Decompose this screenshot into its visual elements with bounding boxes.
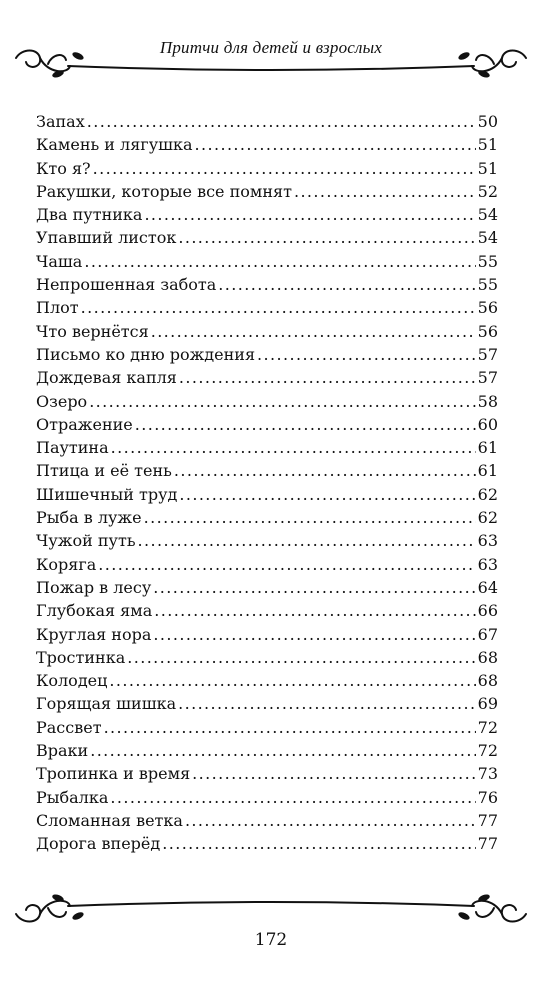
toc-entry bbox=[36, 110, 498, 133]
toc-entry-page: 77 bbox=[477, 834, 498, 854]
toc-entry-page: 61 bbox=[477, 461, 498, 481]
toc-entry-title: Шишечный труд bbox=[36, 484, 178, 504]
toc-entry bbox=[36, 809, 498, 832]
toc-entry-title: Рассвет bbox=[36, 717, 102, 737]
toc-entry bbox=[36, 390, 498, 413]
toc-entry-page: 51 bbox=[477, 158, 498, 178]
toc-entry-page: 56 bbox=[477, 298, 498, 318]
toc-dot-leader bbox=[179, 483, 475, 506]
toc-entry-title: Паутина bbox=[36, 438, 109, 458]
toc-dot-leader bbox=[135, 413, 476, 436]
toc-dot-leader bbox=[110, 786, 475, 809]
toc-entry-page: 62 bbox=[477, 484, 498, 504]
toc-entry-title: Озеро bbox=[36, 391, 88, 411]
toc-entry-title: Дорога вперёд bbox=[36, 834, 161, 854]
toc-entry bbox=[36, 483, 498, 506]
toc-entry-page: 68 bbox=[477, 671, 498, 691]
toc-entry-title: Коряга bbox=[36, 554, 97, 574]
toc-dot-leader bbox=[151, 320, 476, 343]
toc-entry bbox=[36, 157, 498, 180]
toc-entry-page: 58 bbox=[477, 391, 498, 411]
toc-dot-leader bbox=[144, 203, 475, 226]
toc-entry-page: 61 bbox=[477, 438, 498, 458]
toc-entry-page: 69 bbox=[477, 694, 498, 714]
toc-entry-title: Рыба в луже bbox=[36, 508, 142, 528]
toc-entry-title: Круглая нора bbox=[36, 624, 152, 644]
toc-entry-title: Два путника bbox=[36, 205, 143, 225]
toc-entry bbox=[36, 320, 498, 343]
toc-entry bbox=[36, 762, 498, 785]
toc-dot-leader bbox=[109, 669, 475, 692]
toc-dot-leader bbox=[144, 506, 476, 529]
page-number: 172 bbox=[254, 930, 288, 950]
toc-entry bbox=[36, 226, 498, 249]
bottom-flourish-ornament bbox=[8, 888, 534, 928]
toc-entry-page: 76 bbox=[477, 787, 498, 807]
toc-dot-leader bbox=[93, 157, 476, 180]
toc-entry bbox=[36, 576, 498, 599]
toc-entry-title: Что вернётся bbox=[36, 321, 149, 341]
toc-dot-leader bbox=[81, 296, 476, 319]
toc-entry-title: Чаша bbox=[36, 251, 83, 271]
toc-entry-title: Рыбалка bbox=[36, 787, 109, 807]
toc-entry bbox=[36, 413, 498, 436]
toc-entry-title: Ракушки, которые все помнят bbox=[36, 181, 292, 201]
toc-entry-title: Письмо ко дню рождения bbox=[36, 344, 256, 364]
toc-entry-page: 54 bbox=[477, 228, 498, 248]
toc-entry-page: 77 bbox=[477, 810, 498, 830]
toc-entry bbox=[36, 786, 498, 809]
toc-entry bbox=[36, 459, 498, 482]
toc-dot-leader bbox=[154, 599, 475, 622]
toc-entry bbox=[36, 739, 498, 762]
toc-entry-title: Тростинка bbox=[36, 647, 126, 667]
toc-entry-page: 52 bbox=[477, 181, 498, 201]
toc-entry bbox=[36, 553, 498, 576]
toc-entry bbox=[36, 529, 498, 552]
toc-entry bbox=[36, 343, 498, 366]
toc-entry-title: Тропинка и время bbox=[36, 764, 191, 784]
toc-dot-leader bbox=[111, 436, 476, 459]
toc-dot-leader bbox=[192, 762, 475, 785]
toc-entry-title: Упавший листок bbox=[36, 228, 177, 248]
toc-dot-leader bbox=[127, 646, 475, 669]
toc-dot-leader bbox=[104, 716, 476, 739]
toc-entry bbox=[36, 133, 498, 156]
toc-entry-title: Плот bbox=[36, 298, 79, 318]
toc-entry-title: Враки bbox=[36, 741, 89, 761]
toc-dot-leader bbox=[218, 273, 475, 296]
toc-entry-title: Глубокая яма bbox=[36, 601, 153, 621]
toc-entry-page: 63 bbox=[477, 531, 498, 551]
toc-dot-leader bbox=[257, 343, 476, 366]
toc-entry bbox=[36, 366, 498, 389]
toc-entry-title: Непрошенная забота bbox=[36, 275, 217, 295]
running-header: Притчи для детей и взрослых bbox=[159, 38, 383, 57]
toc-entry-page: 50 bbox=[477, 112, 498, 131]
toc-entry-title: Пожар в лесу bbox=[36, 577, 152, 597]
toc-entry bbox=[36, 273, 498, 296]
toc-entry-page: 72 bbox=[477, 741, 498, 761]
toc-dot-leader bbox=[178, 226, 475, 249]
toc-dot-leader bbox=[153, 576, 475, 599]
toc-entry bbox=[36, 716, 498, 739]
toc-dot-leader bbox=[178, 692, 476, 715]
toc-entry bbox=[36, 506, 498, 529]
toc-entry bbox=[36, 623, 498, 646]
toc-dot-leader bbox=[174, 459, 476, 482]
toc-entry-title: Камень и лягушка bbox=[36, 135, 193, 155]
toc-entry-page: 51 bbox=[477, 135, 498, 155]
toc-entry-page: 72 bbox=[477, 717, 498, 737]
toc-entry-page: 73 bbox=[477, 764, 498, 784]
toc-entry-page: 54 bbox=[477, 205, 498, 225]
toc-dot-leader bbox=[87, 110, 476, 133]
toc-entry bbox=[36, 203, 498, 226]
toc-entry bbox=[36, 436, 498, 459]
toc-entry-title: Отражение bbox=[36, 414, 133, 434]
toc-entry bbox=[36, 296, 498, 319]
toc-entry-title: Птица и её тень bbox=[36, 461, 172, 481]
toc-entry bbox=[36, 646, 498, 669]
toc-entry-title: Сломанная ветка bbox=[36, 810, 183, 830]
toc-dot-leader bbox=[138, 529, 476, 552]
toc-entry-page: 68 bbox=[477, 647, 498, 667]
toc-dot-leader bbox=[89, 390, 475, 413]
toc-dot-leader bbox=[98, 553, 475, 576]
toc-entry-page: 56 bbox=[477, 321, 498, 341]
toc-entry-page: 63 bbox=[477, 554, 498, 574]
toc-entry bbox=[36, 250, 498, 273]
toc-dot-leader bbox=[195, 133, 476, 156]
toc-entry bbox=[36, 692, 498, 715]
toc-entry-title: Горящая шишка bbox=[36, 694, 177, 714]
toc-entry-title: Кто я? bbox=[36, 158, 91, 178]
toc-entry-page: 57 bbox=[477, 344, 498, 364]
toc-entry-page: 55 bbox=[477, 251, 498, 271]
toc-dot-leader bbox=[90, 739, 475, 762]
toc-entry-page: 62 bbox=[477, 508, 498, 528]
toc-entry-title: Дождевая капля bbox=[36, 368, 177, 388]
toc-entry-title: Запах bbox=[36, 112, 85, 131]
toc-dot-leader bbox=[153, 623, 475, 646]
toc-entry bbox=[36, 832, 498, 855]
toc-entry-page: 67 bbox=[477, 624, 498, 644]
toc-dot-leader bbox=[179, 366, 476, 389]
toc-entry-title: Колодец bbox=[36, 671, 108, 691]
toc-dot-leader bbox=[294, 180, 476, 203]
toc-dot-leader bbox=[162, 832, 475, 855]
toc-entry bbox=[36, 669, 498, 692]
toc-entry-page: 60 bbox=[477, 414, 498, 434]
toc-entry-page: 57 bbox=[477, 368, 498, 388]
toc-entry-title: Чужой путь bbox=[36, 531, 136, 551]
toc-entry-page: 66 bbox=[477, 601, 498, 621]
toc-dot-leader bbox=[84, 250, 475, 273]
toc-entry-page: 55 bbox=[477, 275, 498, 295]
toc-entry bbox=[36, 599, 498, 622]
table-of-contents bbox=[36, 110, 498, 856]
top-flourish-ornament bbox=[8, 44, 534, 84]
toc-entry-page: 64 bbox=[477, 577, 498, 597]
toc-dot-leader bbox=[185, 809, 476, 832]
toc-entry bbox=[36, 180, 498, 203]
